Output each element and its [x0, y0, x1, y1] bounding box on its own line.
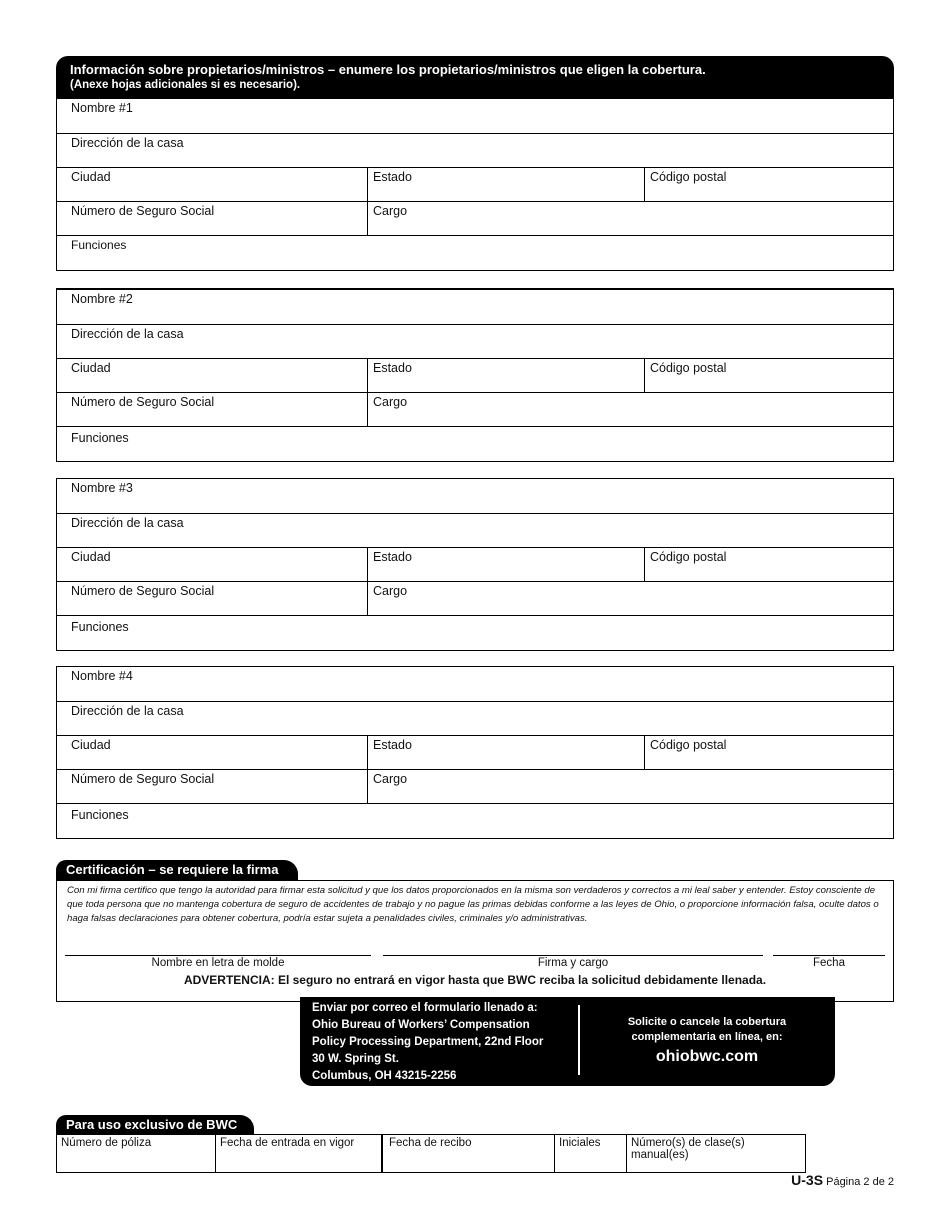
- owner-block-1: [56, 99, 894, 271]
- zip-label: Código postal: [650, 170, 727, 184]
- zip-label: Código postal: [650, 550, 727, 564]
- city-label: Ciudad: [71, 738, 111, 752]
- signature-label: Firma y cargo: [537, 957, 609, 969]
- ssn-row: [57, 582, 893, 616]
- owners-section-header: [56, 56, 894, 99]
- name-row: [57, 667, 893, 702]
- title-label: Cargo: [373, 584, 408, 598]
- duties-label: Funciones: [71, 808, 129, 822]
- name-label: Nombre #4: [71, 669, 133, 683]
- state-field[interactable]: [367, 548, 644, 581]
- title-label: Cargo: [373, 395, 408, 409]
- duties-row: [57, 616, 893, 650]
- zip-label: Código postal: [650, 738, 727, 752]
- mailing-line-4: 30 W. Spring St.: [312, 1053, 399, 1065]
- address-label: Dirección de la casa: [71, 516, 184, 530]
- ssn-field[interactable]: [57, 393, 367, 426]
- owners-section-title: Información sobre propietarios/ministros – enumere los propietarios/ministros que eligen la cobertura.: [70, 62, 706, 77]
- duties-field[interactable]: [57, 427, 893, 461]
- mailing-info-box: [300, 997, 835, 1086]
- city-label: Ciudad: [71, 361, 111, 375]
- city-label: Ciudad: [71, 170, 111, 184]
- owner-block-4: [56, 666, 894, 839]
- city-label: Ciudad: [71, 550, 111, 564]
- state-field[interactable]: [367, 359, 644, 392]
- duties-label: Funciones: [71, 238, 127, 252]
- duties-label: Funciones: [71, 431, 129, 445]
- mailing-line-1: Enviar por correo el formulario llenado a:: [312, 1002, 538, 1014]
- ssn-row: [57, 770, 893, 804]
- address-row: [57, 514, 893, 548]
- address-row: [57, 134, 893, 168]
- zip-field[interactable]: [644, 736, 893, 769]
- ssn-label: Número de Seguro Social: [71, 584, 215, 598]
- zip-label: Código postal: [650, 361, 727, 375]
- name-row: [57, 99, 893, 134]
- title-field[interactable]: [367, 202, 893, 235]
- ssn-label: Número de Seguro Social: [71, 772, 215, 786]
- address-row: [57, 325, 893, 359]
- state-label: Estado: [373, 170, 412, 184]
- online-info: [584, 1015, 830, 1069]
- duties-row: [57, 427, 893, 461]
- address-field[interactable]: [57, 702, 893, 735]
- title-label: Cargo: [373, 772, 408, 786]
- duties-row: [57, 804, 893, 838]
- city-field[interactable]: [57, 168, 367, 201]
- mailing-line-5: Columbus, OH 43215-2256: [312, 1070, 457, 1082]
- city-row: [57, 168, 893, 202]
- coverage-warning: ADVERTENCIA: El seguro no entrará en vigor hasta que BWC reciba la solicitud debidamente llenada.: [183, 973, 767, 987]
- owners-section-subtitle: (Anexe hojas adicionales si es necesario).: [70, 79, 301, 91]
- online-line-1: Solicite o cancele la cobertura: [627, 1016, 787, 1028]
- address-label: Dirección de la casa: [71, 327, 184, 341]
- address-field[interactable]: [57, 325, 893, 358]
- state-label: Estado: [373, 738, 412, 752]
- page-footer: [791, 1172, 894, 1188]
- received-date-label: Fecha de recibo: [389, 1137, 472, 1149]
- title-field[interactable]: [367, 582, 893, 615]
- address-label: Dirección de la casa: [71, 704, 184, 718]
- bwc-use-tab: Para uso exclusivo de BWC: [56, 1115, 254, 1135]
- name-field[interactable]: [57, 479, 893, 513]
- name-row: [57, 290, 893, 325]
- ssn-label: Número de Seguro Social: [71, 204, 215, 218]
- mailing-line-2: Ohio Bureau of Workers’ Compensation: [312, 1019, 530, 1031]
- address-row: [57, 702, 893, 736]
- ssn-label: Número de Seguro Social: [71, 395, 215, 409]
- duties-label: Funciones: [71, 620, 129, 634]
- name-field[interactable]: [57, 667, 893, 701]
- city-field[interactable]: [57, 359, 367, 392]
- ssn-row: [57, 202, 893, 236]
- manual-class-field[interactable]: [626, 1135, 805, 1172]
- address-label: Dirección de la casa: [71, 136, 184, 150]
- print-name-line[interactable]: [65, 955, 371, 956]
- address-field[interactable]: [57, 134, 893, 167]
- effective-date-field[interactable]: [215, 1135, 381, 1172]
- date-label: Fecha: [813, 957, 845, 969]
- mailing-divider: [578, 1005, 580, 1075]
- city-row: [57, 359, 893, 393]
- city-field[interactable]: [57, 736, 367, 769]
- policy-number-field[interactable]: [57, 1135, 215, 1172]
- policy-number-label: Número de póliza: [61, 1137, 152, 1149]
- initials-label: Iniciales: [559, 1137, 601, 1149]
- name-row: [57, 479, 893, 514]
- address-field[interactable]: [57, 514, 893, 547]
- online-line-2: complementaria en línea, en:: [631, 1031, 783, 1043]
- owner-block-2: [56, 288, 894, 462]
- name-label: Nombre #3: [71, 481, 133, 495]
- website-link[interactable]: ohiobwc.com: [655, 1048, 759, 1065]
- state-label: Estado: [373, 550, 412, 564]
- city-row: [57, 548, 893, 582]
- ssn-field[interactable]: [57, 770, 367, 803]
- ssn-field[interactable]: [57, 582, 367, 615]
- duties-field[interactable]: [57, 616, 893, 650]
- ssn-field[interactable]: [57, 202, 367, 235]
- mailing-line-3: Policy Processing Department, 22nd Floor: [312, 1036, 544, 1048]
- form-code: U-3S: [791, 1172, 824, 1188]
- certification-statement: Con mi firma certifico que tengo la autoridad para firmar esta solicitud y que los datos proporcionados en la misma son verdaderos y correctos a mi leal saber y entender. Estoy consciente de que toda persona que no mantenga cobertura de seguro de accidentes de trabajo y no pague las primas debidas conforme a las leyes de Ohio, o proporcione información falsa, oculte datos o haga falsas declaraciones para obtener cobertura, podría estar sujeta a penalidades civiles, criminales y/o administrativas.: [67, 885, 879, 924]
- city-row: [57, 736, 893, 770]
- state-field[interactable]: [367, 168, 644, 201]
- title-field[interactable]: [367, 770, 893, 803]
- title-field[interactable]: [367, 393, 893, 426]
- name-label: Nombre #1: [71, 101, 133, 115]
- duties-field[interactable]: [57, 236, 893, 270]
- duties-row: [57, 236, 893, 270]
- name-field[interactable]: [57, 99, 893, 133]
- effective-date-label: Fecha de entrada en vigor: [220, 1137, 355, 1149]
- date-line[interactable]: [773, 955, 885, 956]
- name-label: Nombre #2: [71, 292, 133, 306]
- received-date-field[interactable]: [381, 1135, 554, 1172]
- city-field[interactable]: [57, 548, 367, 581]
- print-name-label: Nombre en letra de molde: [151, 957, 285, 969]
- mailing-address: [312, 1000, 574, 1085]
- initials-field[interactable]: [554, 1135, 626, 1172]
- owner-block-3: [56, 478, 894, 651]
- zip-field[interactable]: [644, 548, 893, 581]
- certification-tab: Certificación – se requiere la firma: [56, 860, 298, 880]
- name-field[interactable]: [57, 290, 893, 324]
- zip-field[interactable]: [644, 359, 893, 392]
- manual-class-label: Número(s) de clase(s) manual(es): [631, 1137, 745, 1161]
- signature-line[interactable]: [383, 955, 763, 956]
- state-label: Estado: [373, 361, 412, 375]
- certification-box: [56, 880, 894, 1002]
- page-number: Página 2 de 2: [826, 1176, 894, 1188]
- title-label: Cargo: [373, 204, 408, 218]
- state-field[interactable]: [367, 736, 644, 769]
- ssn-row: [57, 393, 893, 427]
- duties-field[interactable]: [57, 804, 893, 838]
- bwc-use-table: [56, 1134, 806, 1173]
- zip-field[interactable]: [644, 168, 893, 201]
